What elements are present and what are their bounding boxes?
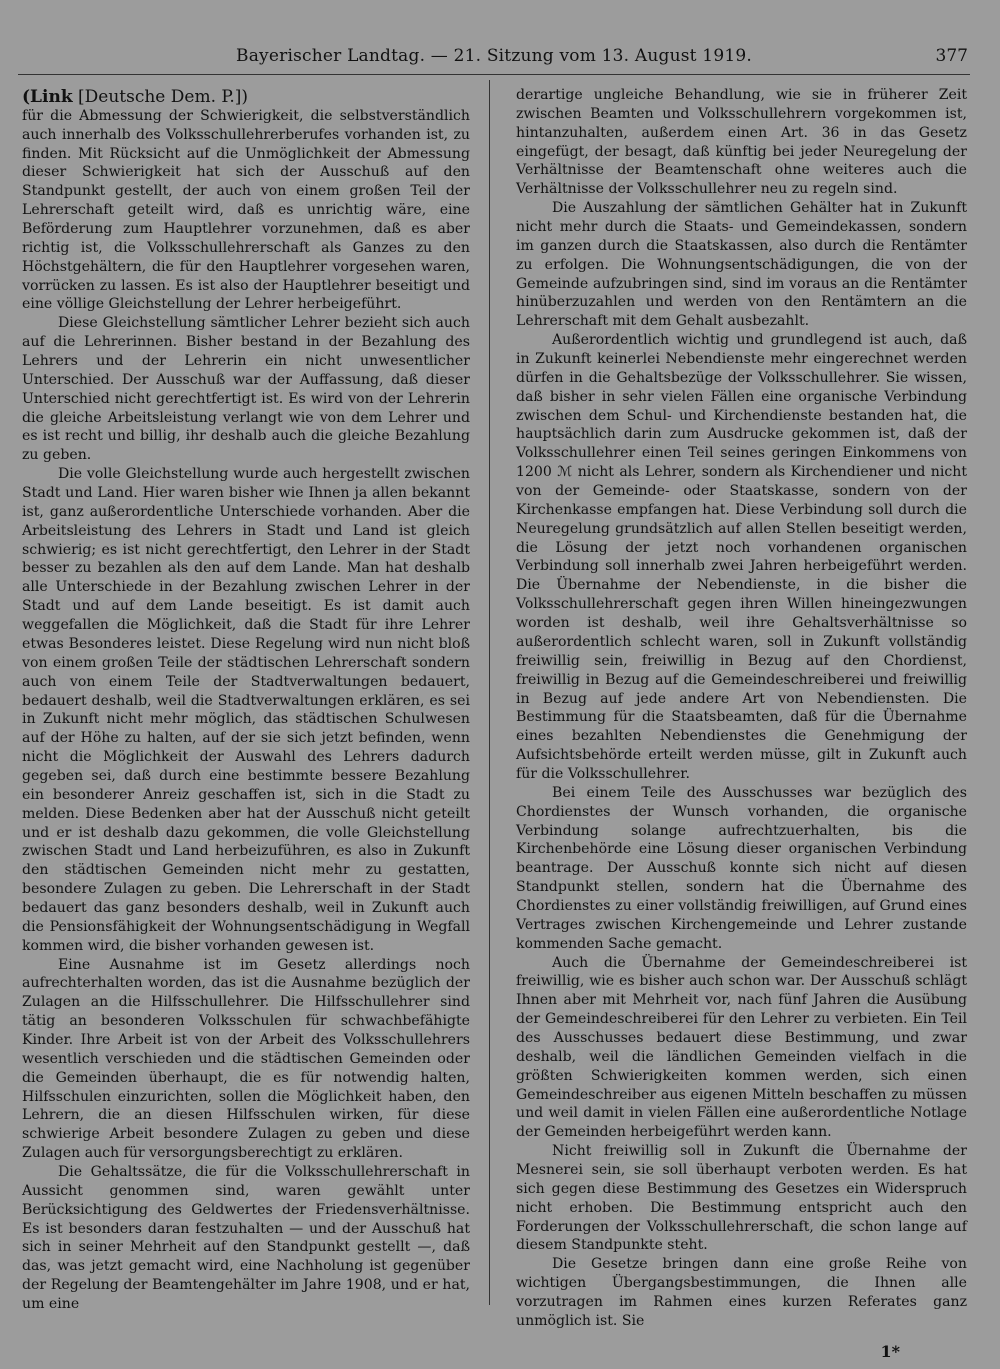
paragraph: Eine Ausnahme ist im Gesetz allerdings noch aufrechterhalten worden, das ist die Ausnahme bezüglich der Zulagen an die Hilfsschullehrer. Die Hilfsschullehrer sind tätig an besonderen Volksschulen für schwachbefähigte Kinder. Ihre Arbeit ist von der Arbeit des Volksschullehrers wesentlich verschieden und die städtischen Gemeinden oder die Gemeinden überhaupt, die es für notwendig halten, Hilfsschulen einzurichten, sollen die Möglichkeit haben, den Lehrern, die an diesen Hilfsschulen wirken, für diese schwierige Arbeit besondere Zulagen zu geben und diese Zulagen auch für versorgungsberechtigt zu erklären. xyxy=(22,956,470,1162)
paragraph: Außerordentlich wichtig und grundlegend ist auch, daß in Zukunft keinerlei Nebendienste mehr eingerechnet werden dürfen in die Gehaltsbezüge der Volksschullehrer. Sie wissen, daß bisher in sehr vielen Fällen eine organische Verbindung zwischen dem Schul- und Kirchendienste bestanden hat, die hauptsächlich darin zum Ausdrucke gekommen ist, daß der Volksschullehrer einen Teil seines geringen Einkommens von 1200 ℳ nicht als Lehrer, sondern als Kirchendiener und nicht von der Gemeinde- oder Staatskasse, sondern von der Kirchenkasse empfangen hat. Diese Verbindung soll durch die Neuregelung grundsätzlich auf allen Stellen beseitigt werden, die Lösung der jetzt noch vorhandenen organischen Verbindung soll innerhalb zwei Jahren herbeigeführt werden. Die Übernahme der Nebendienste, in die bisher die Volksschullehrerschaft gegen ihren Willen hineingezwungen worden ist deshalb, weil ihre Gehaltsverhältnisse so außerordentlich schlecht waren, soll in Zukunft vollständig freiwillig sein, freiwillig in Bezug auf den Chordienst, freiwillig in Bezug auf die Gemeindeschreiberei und freiwillig in Bezug auf jede andere Art von Nebendiensten. Die Bestimmung für die Staatsbeamten, daß für die Übernahme eines bezahlten Nebendienstes die Genehmigung der Aufsichtsbehörde erteilt werden müsse, gilt in Zukunft auch für die Volksschullehrer. xyxy=(516,332,967,782)
paragraph: Die Gesetze bringen dann eine große Reihe von wichtigen Übergangsbestimmungen, die Ihnen alle vorzutragen im Rahmen eines kurzen Referates ganz unmöglich ist. Sie xyxy=(516,1256,967,1329)
signature-mark: 1* xyxy=(880,1342,900,1361)
paragraph: Die volle Gleichstellung wurde auch hergestellt zwischen Stadt und Land. Hier waren bisher wie Ihnen ja allen bekannt ist, ganz außerordentliche Unterschiede vorhanden. Aber die Arbeitsleistung des Lehrers in Stadt und Land ist gleich schwierig; es ist nicht gerechtfertigt, den Lehrer in der Stadt besser zu bezahlen als den auf dem Lande. Man hat deshalb alle Unterschiede in der Bezahlung zwischen Lehrer in der Stadt und auf dem Lande beseitigt. Es ist damit auch weggefallen die Möglichkeit, daß die Stadt für ihre Lehrer etwas Besonderes leistet. Diese Regelung wird nun nicht bloß von einem großen Teile der städtischen Lehrerschaft sondern auch von einem Teile der Stadtverwaltungen bedauert, bedauert deshalb, weil die Stadtverwaltungen erklären, es sei in Zukunft nicht mehr möglich, das städtischen Schulwesen auf der Höhe zu halten, auf der sie sich jetzt befinden, wenn nicht die Möglichkeit der Auswahl des Lehrers dadurch gegeben sei, daß durch eine bestimmte bessere Bezahlung ein besonderer Anreiz geschaffen ist, sich in die Stadt zu melden. Diese Bedenken aber hat der Ausschuß nicht geteilt und er ist deshalb dazu gekommen, die volle Gleichstellung zwischen Stadt und Land herbeizuführen, es also in Zukunft den städtischen Gemeinden nicht mehr zu gestatten, besondere Zulagen zu geben. Die Lehrerschaft in der Stadt bedauert das ganz besonders deshalb, weil in Zukunft auch die Pensionsfähigkeit der Wohnungsentschädigung in Wegfall kommen wird, die bisher vorhanden gewesen ist. xyxy=(22,466,470,954)
right-column xyxy=(516,86,967,1331)
paragraph: Die Auszahlung der sämtlichen Gehälter hat in Zukunft nicht mehr durch die Staats- und Gemeindekassen, sondern im ganzen durch die Staatskassen, also durch die Rentämter zu erfolgen. Die Wohnungsentschädigungen, die von der Gemeinde aufzubringen sind, sind im voraus an die Rentämter hinüberzuzahlen und werden von den Rentämtern an die Lehrerschaft mit dem Gehalt ausbezahlt. xyxy=(516,200,967,330)
page-number: 377 xyxy=(935,46,968,66)
paragraph: Die Gehaltssätze, die für die Volksschullehrerschaft in Aussicht genommen sind, waren gewählt unter Berücksichtigung des Geldwertes der Friedensverhältnisse. Es ist besonders daran festzuhalten — und der Ausschuß hat sich in seiner Mehrheit auf den Standpunkt gestellt —, daß das, was jetzt gemacht wird, eine Nachholung ist gegenüber der Regelung der Beamtengehälter im Jahre 1908, und er hat, um eine xyxy=(22,1163,470,1312)
page-header xyxy=(18,40,970,75)
speaker-party: [Deutsche Dem. P.]) xyxy=(78,87,249,107)
paragraph: Auch die Übernahme der Gemeindeschreiberei ist freiwillig, wie es bisher auch schon war. Der Ausschuß schlägt Ihnen aber mit Mehrheit vor, nach fünf Jahren die Ausübung der Gemeindeschreiberei für den Lehrer zu verbieten. Ein Teil des Ausschusses bedauert diese Bestimmung, und zwar deshalb, weil die ländlichen Gemeinden vielfach in die größten Schwierigkeiten kommen werden, sich einen Gemeindeschreiber aus eigenen Mitteln beschaffen zu müssen und weil damit in vielen Fällen eine außerordentliche Notlage der Gemeinden herbeigeführt werden kann. xyxy=(516,954,967,1141)
paragraph: derartige ungleiche Behandlung, wie sie in früherer Zeit zwischen Beamten und Volksschullehrern vorgekommen ist, hintanzuhalten, außerdem einen Art. 36 in das Gesetz eingefügt, der besagt, daß künftig bei jeder Neuregelung der Verhältnisse der Beamtenschaft ohne weiteres auch die Verhältnisse der Volksschullehrer neu zu regeln sind. xyxy=(516,87,967,198)
left-column xyxy=(22,88,470,1314)
paragraph: Bei einem Teile des Ausschusses war bezüglich des Chordienstes der Wunsch vorhanden, die organische Verbindung solange aufrechtzuerhalten, bis die Kirchenbehörde eine Lösung dieser organischen Verbindung beantrage. Der Ausschuß konnte sich nicht auf diesen Standpunkt stellen, sondern hat die Übernahme des Chordienstes zu einer vollständig freiwilligen, auf Grund eines Vertrages zwischen Kirchengemeinde und Lehrer zustande kommenden Sache gemacht. xyxy=(516,784,967,952)
speaker-line xyxy=(22,88,470,107)
paragraph: Diese Gleichstellung sämtlicher Lehrer bezieht sich auch auf die Lehrerinnen. Bisher bestand in der Bezahlung des Lehrers und der Lehrerin ein nicht unwesentlicher Unterschied. Der Ausschuß war der Auffassung, daß dieser Unterschied nicht gerechtfertigt ist. Es wird von der Lehrerin die gleiche Arbeitsleistung verlangt wie von dem Lehrer und es ist recht und billig, ihr deshalb auch die gleiche Bezahlung zu geben. xyxy=(22,315,470,464)
column-divider xyxy=(489,80,490,1305)
running-title: Bayerischer Landtag. — 21. Sitzung vom 13. August 1919. xyxy=(236,46,752,66)
speaker-name: (Link xyxy=(22,87,73,107)
paragraph: für die Abmessung der Schwierigkeit, die selbstverständlich auch innerhalb des Volksschullehrerberufes vorhanden ist, zu finden. Mit Rücksicht auf die Unmöglichkeit der Abmessung dieser Schwierigkeit hat sich der Ausschuß auf den Standpunkt gestellt, der auch von einem großen Teil der Lehrerschaft geteilt wird, daß es unrichtig wäre, eine Beförderung zum Hauptlehrer vorzunehmen, daß es aber richtig ist, die Volksschullehrerschaft als Ganzes zu den Höchstgehältern, die für den Hauptlehrer vorgesehen waren, vorrücken zu lassen. Es ist also der Hauptlehrer beseitigt und eine völlige Gleichstellung der Lehrer herbeigeführt. xyxy=(22,107,470,313)
paragraph: Nicht freiwillig soll in Zukunft die Übernahme der Mesnerei sein, sie soll überhaupt verboten werden. Es hat sich gegen diese Bestimmung des Gesetzes ein Widerspruch nicht erhoben. Die Bestimmung entspricht auch den Forderungen der Volksschullehrerschaft, die schon lange auf diesem Standpunkte steht. xyxy=(516,1143,967,1254)
